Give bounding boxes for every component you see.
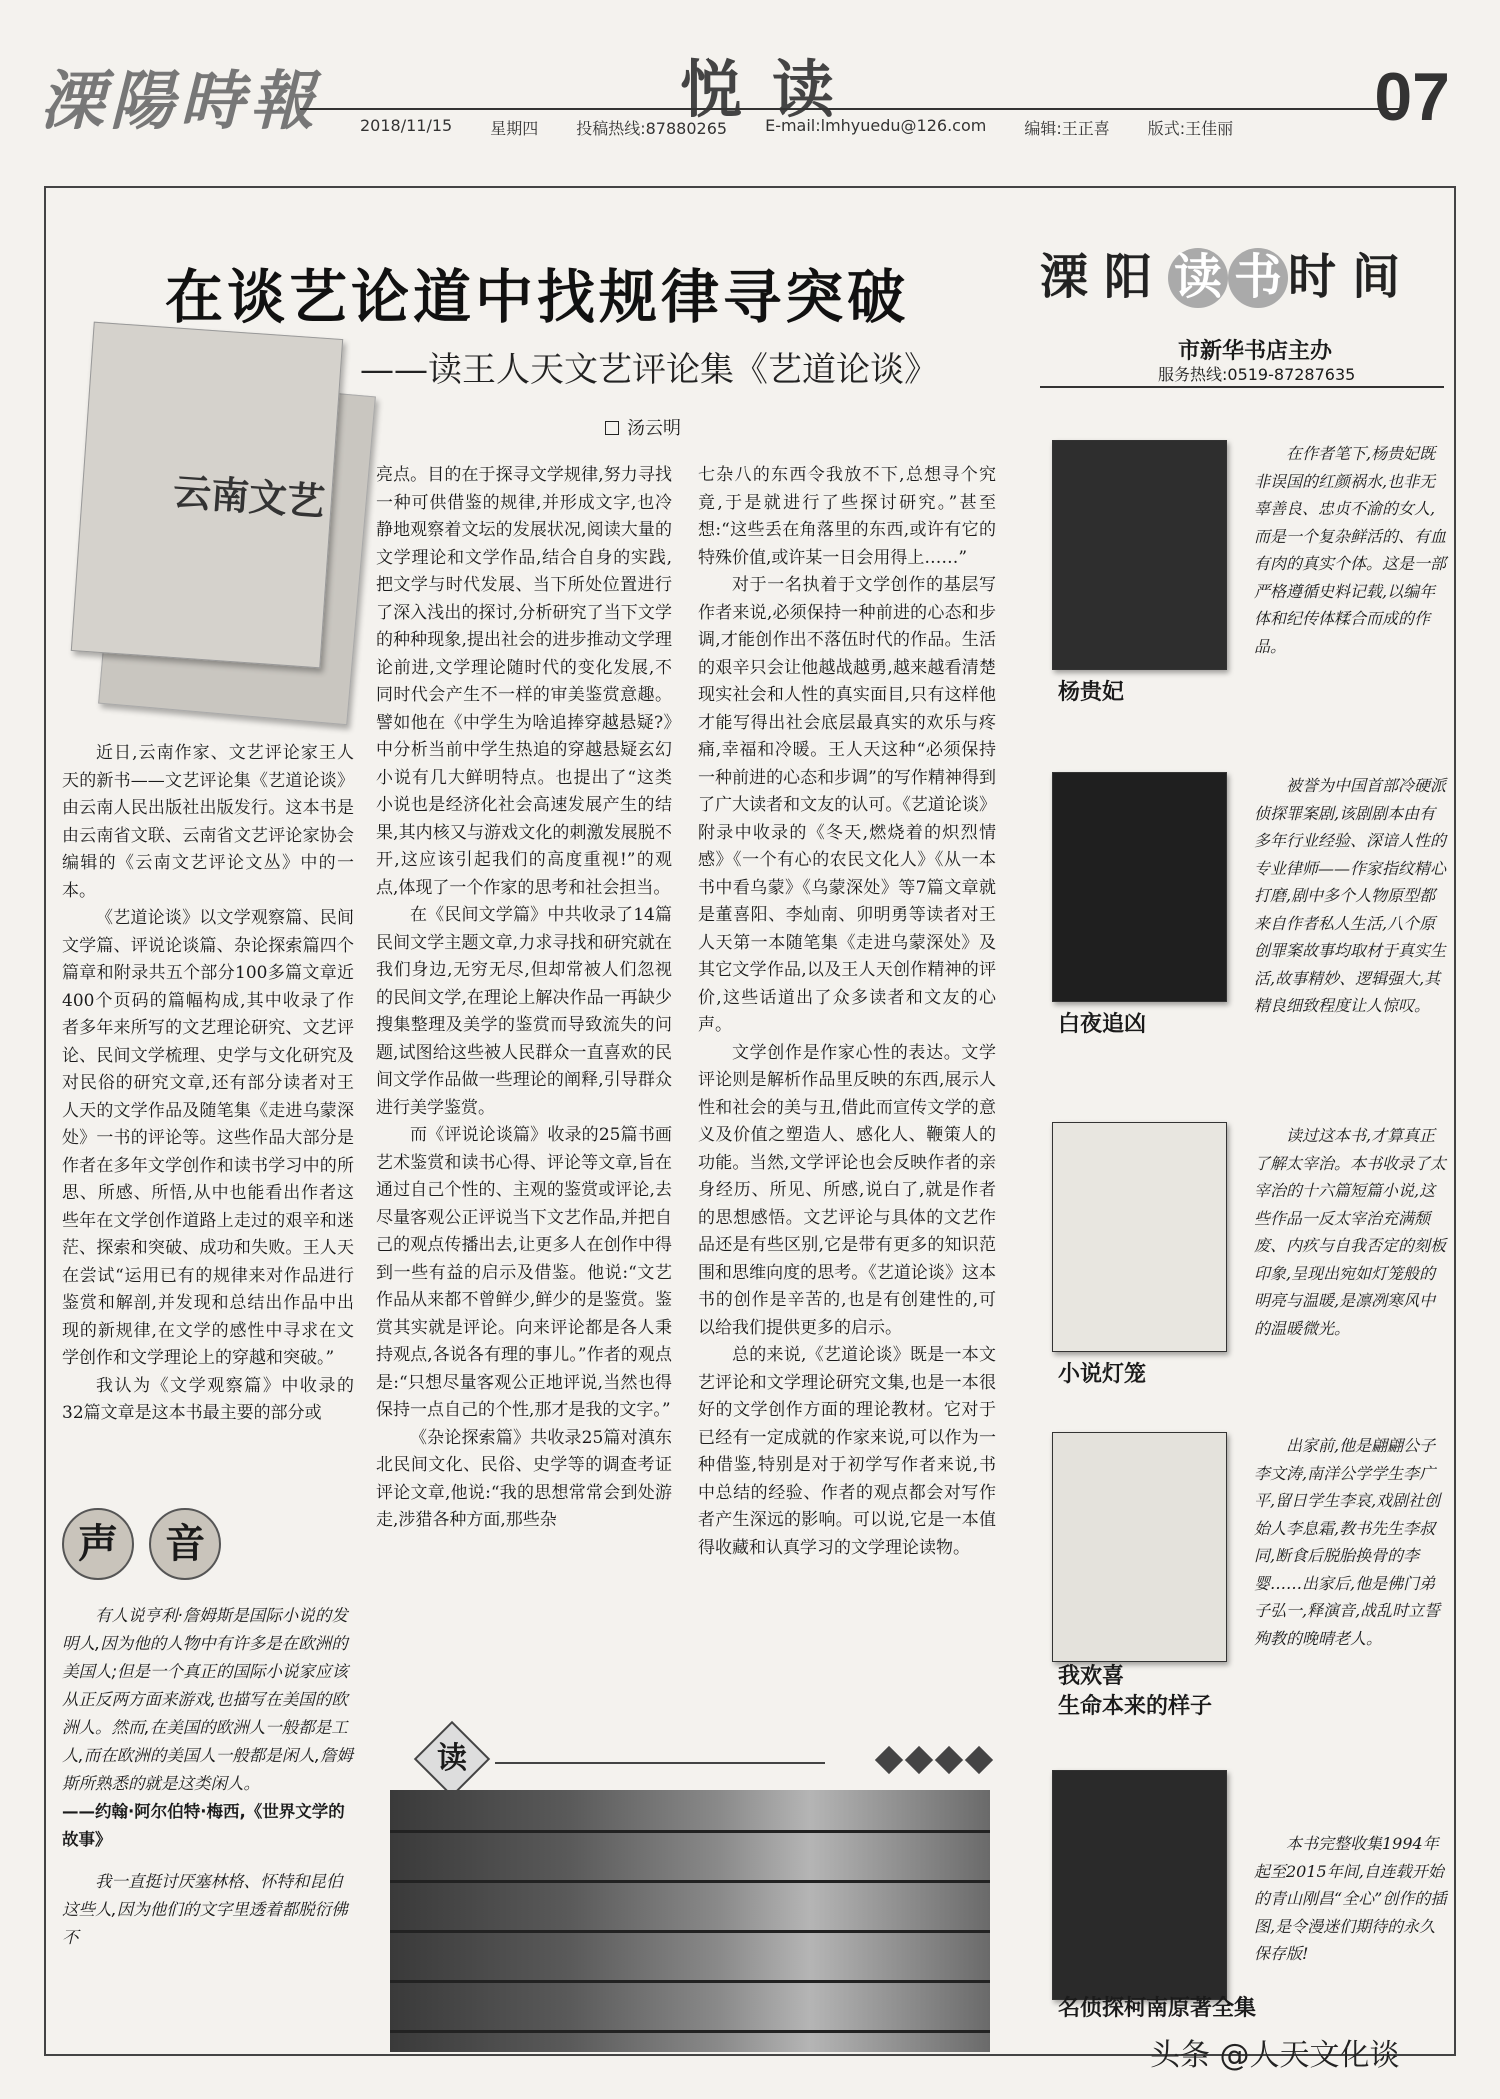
shelf-line [390,1830,990,1833]
paragraph: 总的来说,《艺道论谈》既是一本文艺评论和文学理论研究文集,也是一本很好的文学创作方面的理论教材。它对于已经有一定成就的作家来说,可以作为一种借鉴,特别是对于初学写作者来说,书中总结的经验、作者的观点都会对写作者产生深远的影响。可以说,它是一本值得收藏和认真学习的文学理论读物。 [698,1345,996,1558]
author-name: 汤云明 [627,418,681,439]
diamond-ornaments [879,1750,989,1770]
book-title: 我欢喜 生命本来的样子 [1058,1664,1213,1719]
hotline: 投稿热线:87880265 [576,119,728,138]
shelf-line [390,1880,990,1883]
voice-title-char: 声 [62,1508,134,1580]
article-column-2 [376,462,672,1535]
editor: 编辑:王正喜 [1024,119,1110,138]
diamond-icon [905,1746,933,1774]
diamond-icon [965,1746,993,1774]
book-description: 读过这本书,才算真正了解太宰治。本书收录了太宰治的十六篇短篇小说,这些作品一反太宰治充满颓废、内疚与自我否定的刻板印象,呈现出宛如灯笼般的明亮与温暖,是凛冽寒风中的温暖微光。 [1254,1126,1447,1338]
book-cover [1052,1122,1227,1352]
paragraph: 文学创作是作家心性的表达。文学评论则是解析作品里反映的东西,展示人性和社会的美与丑,借此而宣传文学的意义及价值之塑造人、感化人、鞭策人的功能。当然,文学评论也会反映作者的亲身经历、所见、所感,说白了,就是作者的思想感悟。文艺评论与具体的文艺作品还是有些区别,它是带有更多的知识范围和思维向度的思考。《艺道论谈》这本书的创作是辛苦的,也是有创建性的,可以给我们提供更多的启示。 [698,1042,996,1338]
article-headline: 在谈艺论道中找规律寻突破 [165,263,910,331]
read-label-text: 读 [437,1741,467,1776]
article-author [605,414,681,440]
book-title: 白夜追凶 [1058,1012,1147,1037]
book-title: 名侦探柯南原著全集 [1058,1996,1257,2021]
voice-source: ——约翰·阿尔伯特·梅西,《世界文学的故事》 [62,1802,345,1849]
shelf-line [390,2030,990,2033]
paragraph: 在《民间文学篇》中共收录了14篇民间文学主题文章,力求寻找和研究就在我们身边,无穷无尽,但却常被人们忽视的民间文学,在理论上解决作品一再缺少搜集整理及美学的鉴赏而导致流失的问题,试图给这些被人民群众一直喜欢的民间文学作品做一些理论的阐释,引导群众进行美学鉴赏。 [376,905,672,1118]
paragraph: 对于一名执着于文学创作的基层写作者来说,必须保持一种前进的心态和步调,才能创作出不落伍时代的作品。生活的艰辛只会让他越战越勇,越来越看清楚现实社会和人性的真实面目,只有这样他才能写得出社会底层最真实的欢乐与疼痛,幸福和冷暖。王人天这种“必须保持一种前进的心态和步调”的写作精神得到了广大读者和文友的认可。《艺道论谈》附录中收录的《冬天,燃烧着的炽烈情感》《一个有心的农民文化人》《从一本书中看乌蒙》《乌蒙深处》等7篇文章就是董喜阳、李灿南、卯明勇等读者对王人天第一本随笔集《走进乌蒙深处》及其它文学作品,以及王人天创作精神的评价,这些话道出了众多读者和文友的心声。 [698,575,996,1035]
paragraph: 而《评说论谈篇》收录的25篇书画艺术鉴赏和读书心得、评论等文章,旨在通过自己个性的、主观的鉴赏或评论,去尽量客观公正评说当下文艺作品,并把自己的观点传播出去,让更多人在创作中得到一些有益的启示及借鉴。他说:“文艺作品从来都不曾鲜少,鲜少的是鉴赏。鉴赏其实就是评论。向来评论都是各人秉持观点,各说各有理的事儿。”作者的观点是:“只想尽量客观公正地评说,当然也得保持一点自己的个性,那才是我的文字。” [376,1125,672,1420]
voice-text [62,1602,354,1952]
meta-row [360,116,1360,139]
voice-quote: 有人说亨利·詹姆斯是国际小说的发明人,因为他的人物中有许多是在欧洲的美国人;但是一个真正的国际小说家应该从正反两方面来游戏,也描写在美国的欧洲人。然而,在美国的欧洲人一般都是工人,而在欧洲的美国人一般都是闲人,詹姆斯所熟悉的就是这类闲人。 [62,1606,353,1793]
book-title: 小说灯笼 [1058,1362,1147,1387]
issue-date: 2018/11/15 [360,116,453,135]
book-description: 在作者笔下,杨贵妃既非误国的红颜祸水,也非无辜善良、忠贞不渝的女人,而是一个复杂鲜活的、有血有肉的真实个体。这是一部严格遵循史料记载,以编年体和纪传体糅合而成的作品。 [1254,444,1447,656]
book-cover-title: 云南文艺 [171,468,327,525]
masthead [40,30,1460,140]
reading-time-title [1040,238,1460,308]
article-column-3 [698,462,996,1562]
service-phone: 服务热线:0519-87287635 [1158,365,1356,384]
title-post: 时间 [1288,249,1417,305]
book-front [71,322,343,669]
watermark: 头条 @人天文化谈 [1150,2038,1400,2073]
paper-name: 溧陽時報 [40,64,320,139]
shelf-line [390,1980,990,1983]
voice-box [62,1508,354,2058]
paragraph: 七杂八的东西令我放不下,总想寻个究竟,于是就进行了些探讨研究。”甚至想:“这些丢在角落里的东西,或许有它的特殊价值,或许某一日会用得上……” [698,465,996,568]
voice-quote-2: 我一直挺讨厌塞林格、怀特和昆伯这些人,因为他们的文字里透着都脱衍佛不 [62,1872,348,1947]
reading-time-rule [1040,386,1444,388]
library-photo [390,1790,990,2052]
book-photo [82,330,372,730]
paragraph: 近日,云南作家、文艺评论家王人天的新书——文艺评论集《艺道论谈》由云南人民出版社出版发行。这本书是由云南省文联、云南省文艺评论家协会编辑的《云南文艺评论文丛》中的一本。 [62,743,354,901]
article-subtitle: ——读王人天文艺评论集《艺道论谈》 [360,350,938,390]
page-number: 07 [1374,59,1450,135]
read-banner [385,1740,995,1788]
paragraph: 亮点。目的在于探寻文学规律,努力寻找一种可供借鉴的规律,并形成文字,也冷静地观察着文坛的发展状况,阅读大量的文学理论和文学作品,结合自身的实践,把文学与时代发展、当下所处位置进行了深入浅出的探讨,分析研究了当下文学的种种现象,提出社会的进步推动文学理论前进,文学理论随时代的变化发展,不同时代会产生不一样的审美鉴赏意趣。譬如他在《中学生为啥追捧穿越悬疑?》中分析当前中学生热追的穿越悬疑玄幻小说有几大鲜明特点。也提出了“这类小说也是经济化社会高速发展产生的结果,其内核又与游戏文化的刺激发展脱不开,这应该引起我们的高度重视!”的观点,体现了一个作家的思考和社会担当。 [376,465,672,898]
book-cover [1052,1770,1227,2000]
title-highlight-2: 书 [1228,248,1288,308]
diamond-icon [935,1746,963,1774]
book-cover [1052,772,1227,1002]
diamond-icon [875,1746,903,1774]
section-title: 悦读 [680,53,865,126]
voice-title-char: 音 [149,1508,221,1580]
book-cover [1052,440,1227,670]
masthead-rule [300,108,1400,110]
book-description: 被誉为中国首部冷硬派侦探罪案剧,该剧剧本由有多年行业经验、深谙人性的专业律师——作家指纹精心打磨,剧中多个人物原型都来自作者私人生活,八个原创罪案故事均取材于真实生活,故事精妙、逻辑强大,其精良细致程度让人惊叹。 [1254,776,1447,1015]
book-description: 本书完整收集1994年起至2015年间,自连载开始的青山刚昌“全心”创作的插图,是令漫迷们期待的永久保存版! [1254,1834,1447,1963]
reading-time-banner [1040,238,1460,338]
shelf-line [390,1930,990,1933]
email: E-mail:lmhyuedu@126.com [765,116,987,135]
book-cover [1052,1432,1227,1662]
title-pre: 溧阳 [1040,249,1169,305]
weekday: 星期四 [490,119,539,138]
paragraph: 《杂论探索篇》共收录25篇对滇东北民间文化、民俗、史学等的调查考证评论文章,他说:“我的思想常常会到处游走,涉猎各种方面,那些杂 [376,1427,672,1530]
layout-editor: 版式:王佳丽 [1147,119,1234,138]
paragraph: 我认为《文学观察篇》中收录的32篇文章是这本书最主要的部分或 [62,1375,354,1423]
sponsor: 市新华书店主办 [1178,339,1333,364]
author-box-icon [605,421,619,435]
paragraph: 《艺道论谈》以文学观察篇、民间文学篇、评说论谈篇、杂论探索篇四个篇章和附录共五个部分100多篇文章近400个页码的篇幅构成,其中收录了作者多年来所写的文艺理论研究、文艺评论、民间文学梳理、史学与文化研究及对民俗的研究文章,还有部分读者对王人天的文学作品及随笔集《走进乌蒙深处》一书的评论等。这些作品大部分是作者在多年文学创作和读书学习中的所思、所感、所悟,从中也能看出作者这些年在文学创作道路上走过的艰辛和迷茫、探索和突破、成功和失败。王人天在尝试“运用已有的规律来对作品进行鉴赏和解剖,并发现和总结出作品中出现的新规律,在文学的感性中寻求在文学创作和文学理论上的穿越和突破。” [62,908,354,1368]
read-banner-rule [495,1762,825,1764]
book-title: 杨贵妃 [1058,680,1125,705]
book-description: 出家前,他是翩翩公子李文涛,南洋公学学生李广平,留日学生李哀,戏剧社创始人李息霜,教书先生李叔同,断食后脱胎换骨的李婴……出家后,他是佛门弟子弘一,释演音,战乱时立誓殉教的晚晴老人。 [1254,1436,1441,1648]
title-highlight: 读 [1168,248,1228,308]
article-column-1 [62,740,354,1428]
